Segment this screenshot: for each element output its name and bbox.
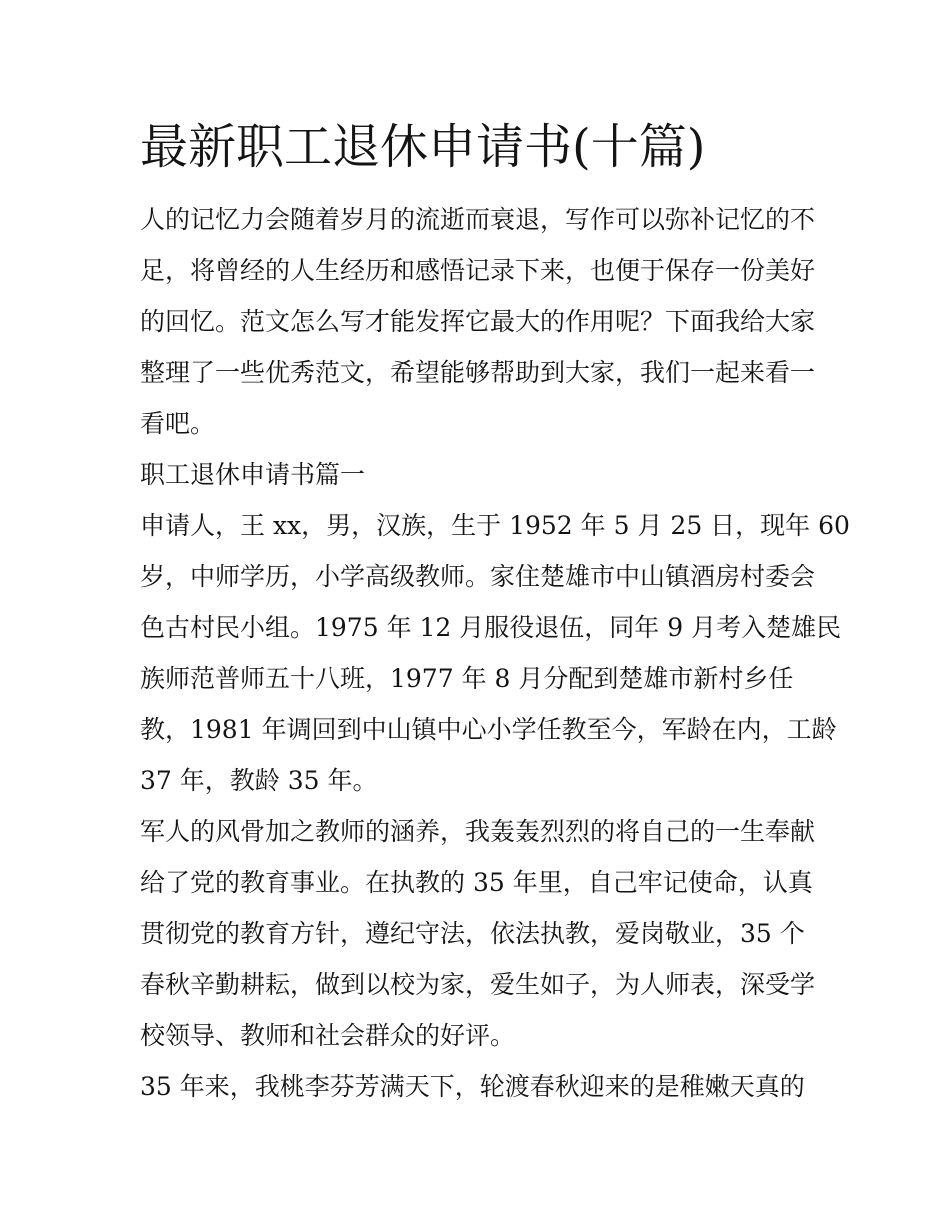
text-line: 族师范普师五十八班，1977 年 8 月分配到楚雄市新村乡任	[140, 664, 794, 693]
text-line: 贯彻党的教育方针，遵纪守法，依法执教，爱岗敬业，35 个	[140, 919, 805, 948]
document-title: 最新职工退休申请书(十篇)	[140, 119, 706, 175]
text-line: 整理了一些优秀范文，希望能够帮助到大家，我们一起来看一	[140, 358, 816, 387]
text-line: 足，将曾经的人生经历和感悟记录下来，也便于保存一份美好	[140, 256, 816, 285]
document-page	[140, 110, 850, 1112]
text-line: 教，1981 年调回到中山镇中心小学任教至今，军龄在内，工龄	[140, 715, 837, 744]
text-line: 看吧。	[140, 409, 216, 438]
section-heading: 职工退休申请书篇一	[140, 460, 366, 489]
text-line: 色古村民小组。1975 年 12 月服役退伍，同年 9 月考入楚雄民	[140, 613, 842, 642]
document-body	[140, 194, 850, 1112]
text-line: 春秋辛勤耕耘，做到以校为家，爱生如子，为人师表，深受学	[140, 970, 816, 999]
text-line: 校领导、教师和社会群众的好评。	[140, 1021, 516, 1050]
text-line: 岁，中师学历，小学高级教师。家住楚雄市中山镇酒房村委会	[140, 562, 816, 591]
text-line: 军人的风骨加之教师的涵养，我轰轰烈烈的将自己的一生奉献	[140, 817, 816, 846]
text-line: 给了党的教育事业。在执教的 35 年里，自己牢记使命，认真	[140, 868, 813, 897]
text-line: 35 年来，我桃李芬芳满天下，轮渡春秋迎来的是稚嫩天真的	[140, 1072, 805, 1101]
text-line: 的回忆。范文怎么写才能发挥它最大的作用呢？下面我给大家	[140, 307, 816, 336]
text-line: 37 年，教龄 35 年。	[140, 766, 378, 795]
text-line: 申请人，王 xx，男，汉族，生于 1952 年 5 月 25 日，现年 60	[140, 511, 850, 540]
text-line: 人的记忆力会随着岁月的流逝而衰退，写作可以弥补记忆的不	[140, 205, 816, 234]
